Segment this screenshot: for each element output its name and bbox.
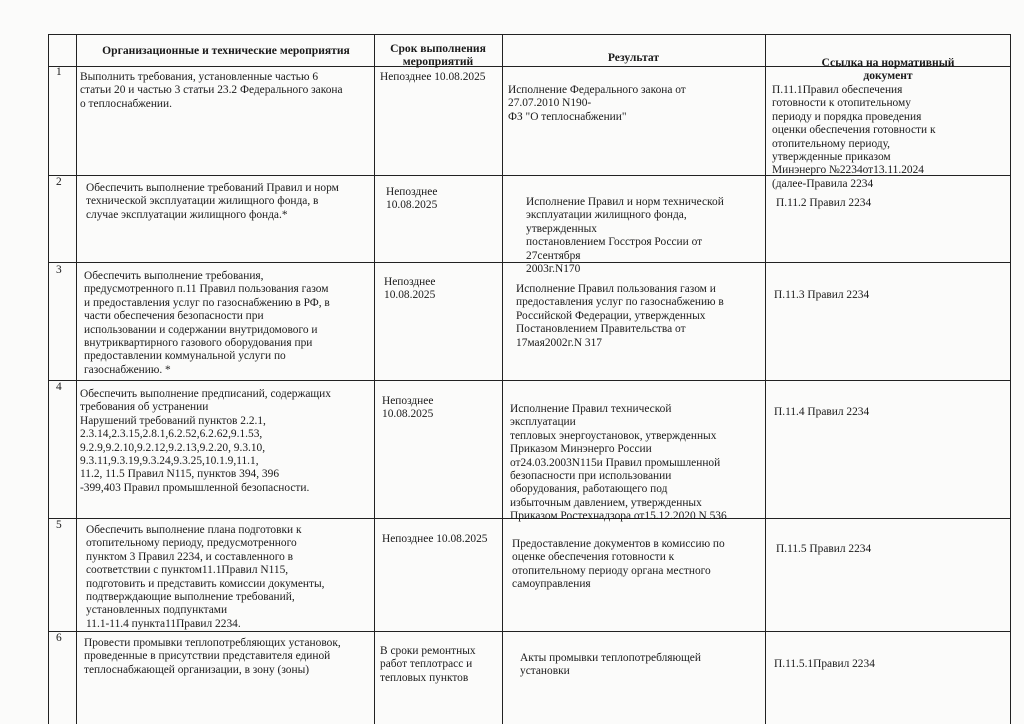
row-6-deadline: В сроки ремонтных работ теплотрасс и тепловых пунктов	[380, 645, 476, 684]
row-2-number: 2	[56, 176, 62, 188]
row-3-result: Исполнение Правил пользования газом и предоставления услуг по газоснабжению в Российской Федерации, утвержденных Постановлением Правительства от 17мая2002г.N 317	[516, 283, 724, 349]
row-4-number: 4	[56, 381, 62, 393]
row-3-deadline: Непозднее 10.08.2025	[384, 276, 436, 302]
header-measures: Организационные и технические мероприятия	[102, 44, 350, 57]
row-1-result: Исполнение Федерального закона от 27.07.2010 N190- ФЗ "О теплоснабжении"	[508, 84, 686, 123]
row-6-result: Акты промывки теплопотребляющей установки	[520, 652, 701, 678]
row-3-bottom-border	[48, 380, 1010, 381]
header-reference: Ссылка на нормативный документ	[821, 56, 955, 82]
row-3-number: 3	[56, 264, 62, 276]
header-result: Результат	[607, 51, 660, 64]
row-5-measure: Обеспечить выполнение плана подготовки к отопительному периоду, предусмотренного пунктом 3 Правил 2234, и составленного в соответствии с пунктом11.1Правил N115, подготовить и представить комиссии документы, подтверждающие выполнение требований, установленных подпунктами 11.1-11.4 пункта11Правил 2234.	[86, 524, 325, 630]
row-5-reference: П.11.5 Правил 2234	[776, 543, 872, 555]
row-2-measure: Обеспечить выполнение требований Правил и норм технической эксплуатации жилищного фонда, в случае эксплуатации жилищного фонда.*	[86, 182, 339, 221]
row-3-measure: Обеспечить выполнение требования, предусмотренного п.11 Правил пользования газом и предоставления услуг по газоснабжению в РФ, в части обеспечения безопасности при использовании и содержании внутридомового и внутриквартирного газового оборудования при предоставлении коммунальной услуги по газоснабжению. *	[84, 270, 330, 376]
row-4-deadline: Непозднее 10.08.2025	[382, 395, 434, 421]
col-num-divider	[76, 34, 77, 724]
row-5-deadline: Непозднее 10.08.2025	[382, 533, 488, 545]
row-1-reference: П.11.1Правил обеспечения готовности к отопительному периоду и порядка проведения оценки обеспечения готовности к отопительному периоду, утвержденные приказом Минэнерго №2234от13.11.2024 (далее-Правила 2234	[772, 84, 936, 190]
row-6-measure: Провести промывки теплопотребляющих установок, проведенные в присутствии представителя единой теплоснабжающей организации, в зону (зоны)	[84, 637, 341, 676]
table-left-border	[48, 34, 49, 724]
row-1-number: 1	[56, 66, 62, 78]
row-1-deadline: Непозднее 10.08.2025	[380, 71, 486, 83]
row-2-reference: П.11.2 Правил 2234	[776, 197, 872, 209]
row-6-number: 6	[56, 632, 62, 644]
header-deadline: Срок выполнения мероприятий	[390, 42, 486, 68]
row-6-reference: П.11.5.1Правил 2234	[774, 658, 875, 670]
row-2-deadline: Непозднее 10.08.2025	[386, 186, 438, 212]
row-4-measure: Обеспечить выполнение предписаний, содержащих требования об устранении Нарушений требований пунктов 2.2.1, 2.3.14,2.3.15,2.8.1,6.2.52,6.2.62,9.1.53, 9.2.9,9.2.10,9.2.12,9.2.13,9.2.20, 9.3.10, 9.3.11,9.3.19,9.3.24,9.3.25,10.1.9,11.1, 11.2, 11.5 Правил N115, пунктов 394, 396 -399,403 Правил промышленной безопасности.	[80, 388, 331, 494]
col-deadline-divider	[502, 34, 503, 724]
row-5-result: Предоставление документов в комиссию по оценке обеспечения готовности к отопительному периоду органа местного самоуправления	[512, 538, 725, 591]
row-4-result: Исполнение Правил технической эксплуатации тепловых энергоустановок, утвержденных Приказом Минэнерго России от24.03.2003N115и Правил промышленной безопасности при использовании оборудования, работающего под избыточным давлением, утвержденных Приказом Ростехнадзора от15.12.2020 N 536	[510, 403, 727, 523]
col-result-divider	[765, 34, 766, 724]
row-2-result: Исполнение Правил и норм технической эксплуатации жилищного фонда, утвержденных постановлением Госстроя России от 27сентября 2003г.N170	[526, 196, 724, 276]
col-measures-divider	[374, 34, 375, 724]
row-1-measure: Выполнить требования, установленные частью 6 статьи 20 и частью 3 статьи 23.2 Федерального закона о теплоснабжении.	[80, 71, 343, 110]
row-3-reference: П.11.3 Правил 2234	[774, 289, 870, 301]
row-4-reference: П.11.4 Правил 2234	[774, 406, 870, 418]
table-top-border	[48, 34, 1010, 35]
row-5-number: 5	[56, 519, 62, 531]
table-right-border	[1010, 34, 1011, 724]
